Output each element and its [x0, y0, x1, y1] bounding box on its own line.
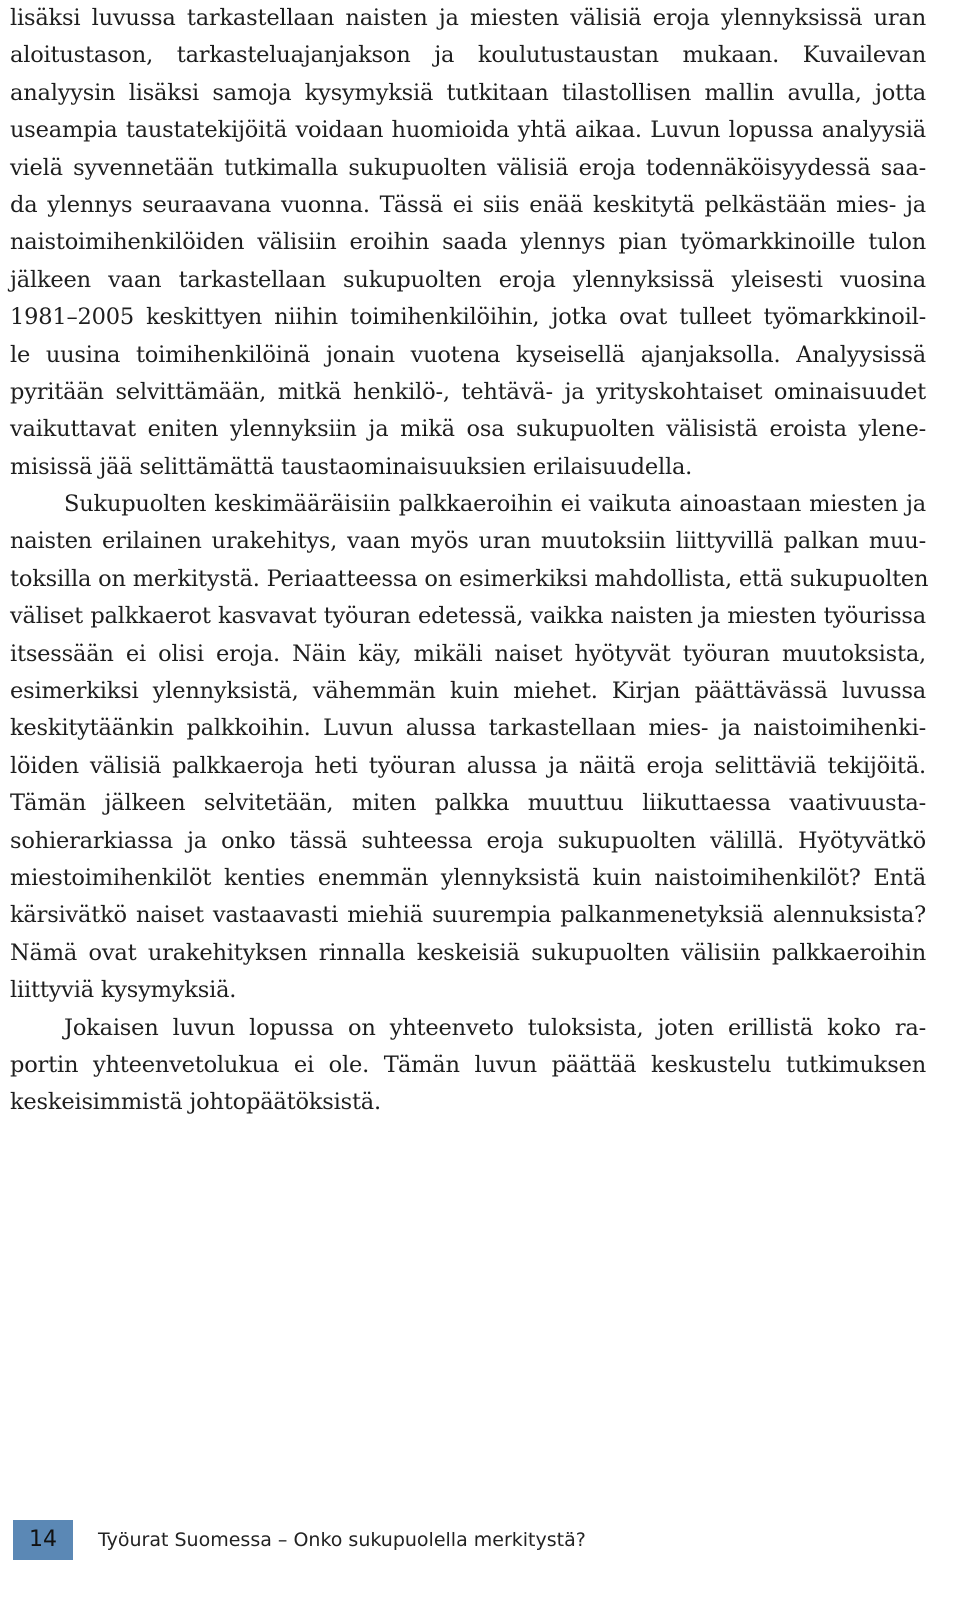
text-line: naistoimihenkilöiden välisiin eroihin saada ylennys pian työmarkkinoille tulon	[10, 229, 926, 256]
text-line: analyysin lisäksi samoja kysymyksiä tutkitaan tilastollisen mallin avulla, jotta	[10, 79, 926, 106]
page-number: 14	[13, 1520, 73, 1560]
text-line: aloitustason, tarkasteluajanjakson ja koulutustaustan mukaan. Kuvailevan	[10, 42, 926, 69]
text-line: keskeisimmistä johtopäätöksistä.	[10, 1089, 381, 1116]
text-line: useampia taustatekijöitä voidaan huomioida yhtä aikaa. Luvun lopussa analyysiä	[10, 117, 926, 144]
text-line: jälkeen vaan tarkastellaan sukupuolten eroja ylennyksissä yleisesti vuosina	[10, 266, 926, 293]
text-line: misissä jää selittämättä taustaominaisuuksien erilaisuudella.	[10, 453, 693, 480]
text-line: Tämän jälkeen selvitetään, miten palkka muuttuu liikuttaessa vaativuusta-	[10, 790, 926, 817]
text-line: Sukupuolten keskimääräisiin palkkaeroihin ei vaikuta ainoastaan miesten ja	[64, 491, 926, 518]
text-line: sohierarkiassa ja onko tässä suhteessa eroja sukupuolten välillä. Hyötyvätkö	[10, 827, 926, 854]
page-body	[10, 0, 929, 1122]
text-line: liittyviä kysymyksiä.	[10, 977, 237, 1004]
text-line: pyritään selvittämään, mitkä henkilö-, tehtävä- ja yrityskohtaiset ominaisuudet	[10, 378, 926, 405]
text-line: miestoimihenkilöt kenties enemmän ylennyksistä kuin naistoimihenkilöt? Entä	[10, 864, 926, 891]
text-line: naisten erilainen urakehitys, vaan myös uran muutoksiin liittyvillä palkan muu-	[10, 528, 926, 555]
text-line: portin yhteenvetolukua ei ole. Tämän luvun päättää keskustelu tutkimuksen	[10, 1051, 926, 1078]
text-line: da ylennys seuraavana vuonna. Tässä ei siis enää keskitytä pelkästään mies- ja	[10, 191, 926, 218]
text-line: le uusina toimihenkilöinä jonain vuotena kyseisellä ajanjaksolla. Analyysissä	[10, 341, 926, 368]
text-line: Jokaisen luvun lopussa on yhteenveto tuloksista, joten erillistä koko ra-	[64, 1014, 926, 1041]
text-line: keskitytäänkin palkkoihin. Luvun alussa tarkastellaan mies- ja naistoimihenki-	[10, 715, 926, 742]
text-line: vaikuttavat eniten ylennyksiin ja mikä osa sukupuolten välisistä eroista ylene-	[10, 416, 926, 443]
text-line: Nämä ovat urakehityksen rinnalla keskeisiä sukupuolten välisiin palkkaeroihin	[10, 939, 926, 966]
text-line: 1981–2005 keskittyen niihin toimihenkilöihin, jotka ovat tulleet työmarkkinoil-	[10, 304, 926, 331]
text-line: vielä syvennetään tutkimalla sukupuolten välisiä eroja todennäköisyydessä saa-	[10, 154, 926, 181]
text-line: esimerkiksi ylennyksistä, vähemmän kuin miehet. Kirjan päättävässä luvussa	[10, 678, 926, 705]
paragraph-2	[10, 486, 929, 1009]
paragraph-3	[10, 1010, 926, 1122]
text-line: väliset palkkaerot kasvavat työuran edetessä, vaikka naisten ja miesten työurissa	[10, 603, 926, 630]
page-footer	[0, 1516, 960, 1562]
text-line: löiden välisiä palkkaeroja heti työuran alussa ja näitä eroja selittäviä tekijöitä.	[10, 752, 926, 779]
text-line: lisäksi luvussa tarkastellaan naisten ja miesten välisiä eroja ylennyksissä uran	[10, 5, 926, 31]
paragraph-1	[10, 0, 926, 486]
text-line: toksilla on merkitystä. Periaatteessa on esimerkiksi mahdollista, että sukupuolten	[10, 565, 929, 592]
text-line: itsessään ei olisi eroja. Näin käy, mikäli naiset hyötyvät työuran muutoksista,	[10, 640, 926, 667]
running-title: Työurat Suomessa – Onko sukupuolella merkitystä?	[98, 1529, 586, 1551]
text-line: kärsivätkö naiset vastaavasti miehiä suurempia palkanmenetyksiä alennuksista?	[10, 902, 926, 929]
